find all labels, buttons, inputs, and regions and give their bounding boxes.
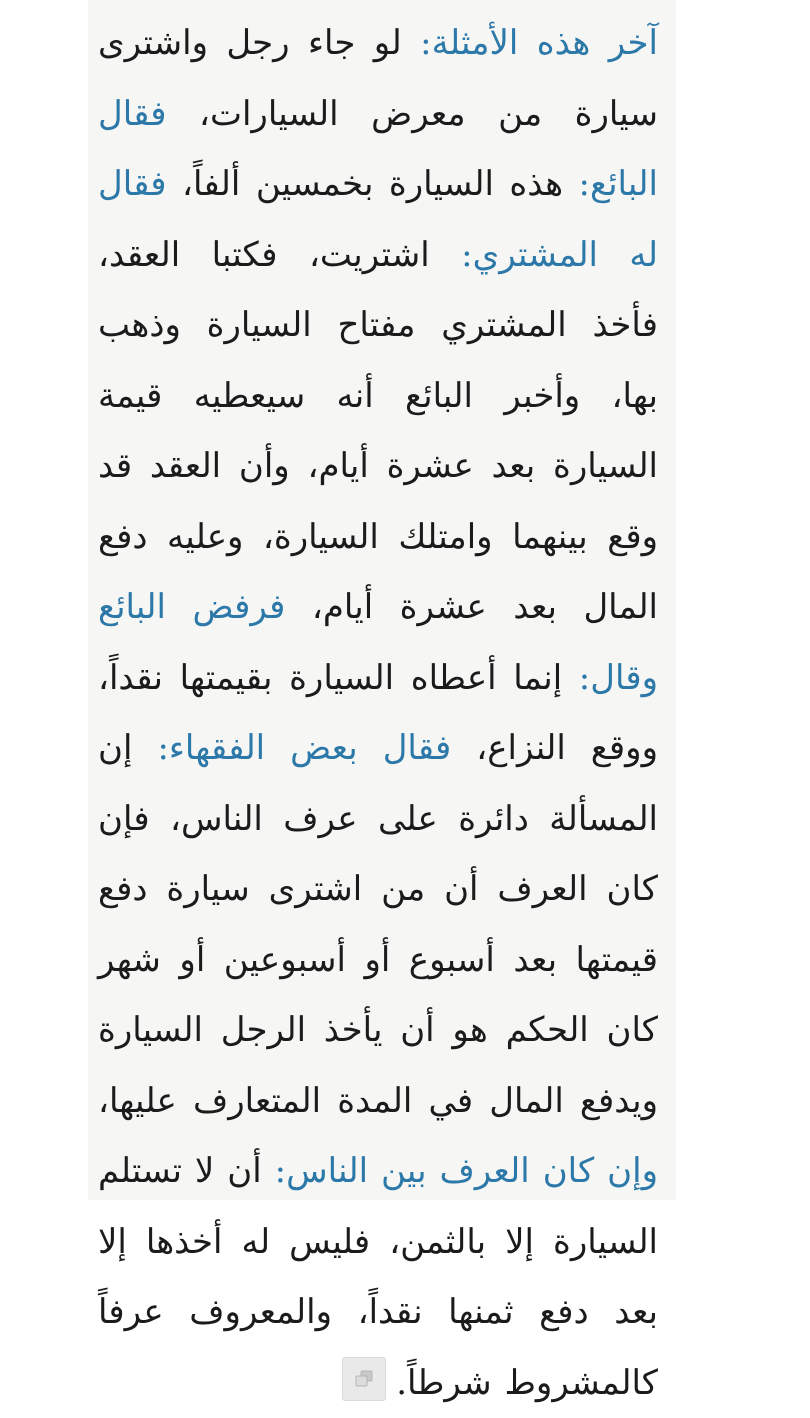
quote-marker: فرفض البائع وقال: <box>98 587 658 698</box>
body-text: اشتريت، فكتبا العقد، فأخذ المشتري مفتاح السيارة وذهب بها، وأخبر البائع أنه سيعطيه قيمة السيارة بعد عشرة أيام، وأن العقد قد وقع بينهما وامتلك السيارة، وعليه دفع المال بعد عشرة أيام، <box>98 234 659 627</box>
quote-marker: آخر هذه الأمثلة: <box>420 23 658 63</box>
article-column <box>88 0 676 1403</box>
quote-marker: وإن كان العرف بين الناس: <box>274 1151 659 1191</box>
copy-icon <box>354 1370 374 1388</box>
quote-marker: فقال البائع: <box>98 93 658 204</box>
article-text <box>98 8 658 1418</box>
body-text: أن لا تستلم السيارة إلا بالثمن، فليس له أخذها إلا بعد دفع ثمنها نقداً، والمعروف عرفاً كالمشروط شرطاً. <box>98 1151 658 1403</box>
quote-marker: فقال له المشتري: <box>98 164 658 275</box>
copy-button[interactable] <box>342 1357 386 1401</box>
body-text: إن المسألة دائرة على عرف الناس، فإن كان العرف أن من اشترى سيارة دفع قيمتها بعد أسبوع أو أسبوعين أو شهر كان الحكم هو أن يأخذ الرجل السيارة ويدفع المال في المدة المتعارف عليها، <box>98 728 658 1121</box>
body-text: لو جاء رجل واشترى سيارة من معرض السيارات، <box>98 23 658 134</box>
quote-marker: فقال بعض الفقهاء: <box>157 728 452 768</box>
body-text: هذه السيارة بخمسين ألفاً، <box>166 164 579 204</box>
body-text: إنما أعطاه السيارة بقيمتها نقداً، ووقع النزاع، <box>98 657 658 768</box>
